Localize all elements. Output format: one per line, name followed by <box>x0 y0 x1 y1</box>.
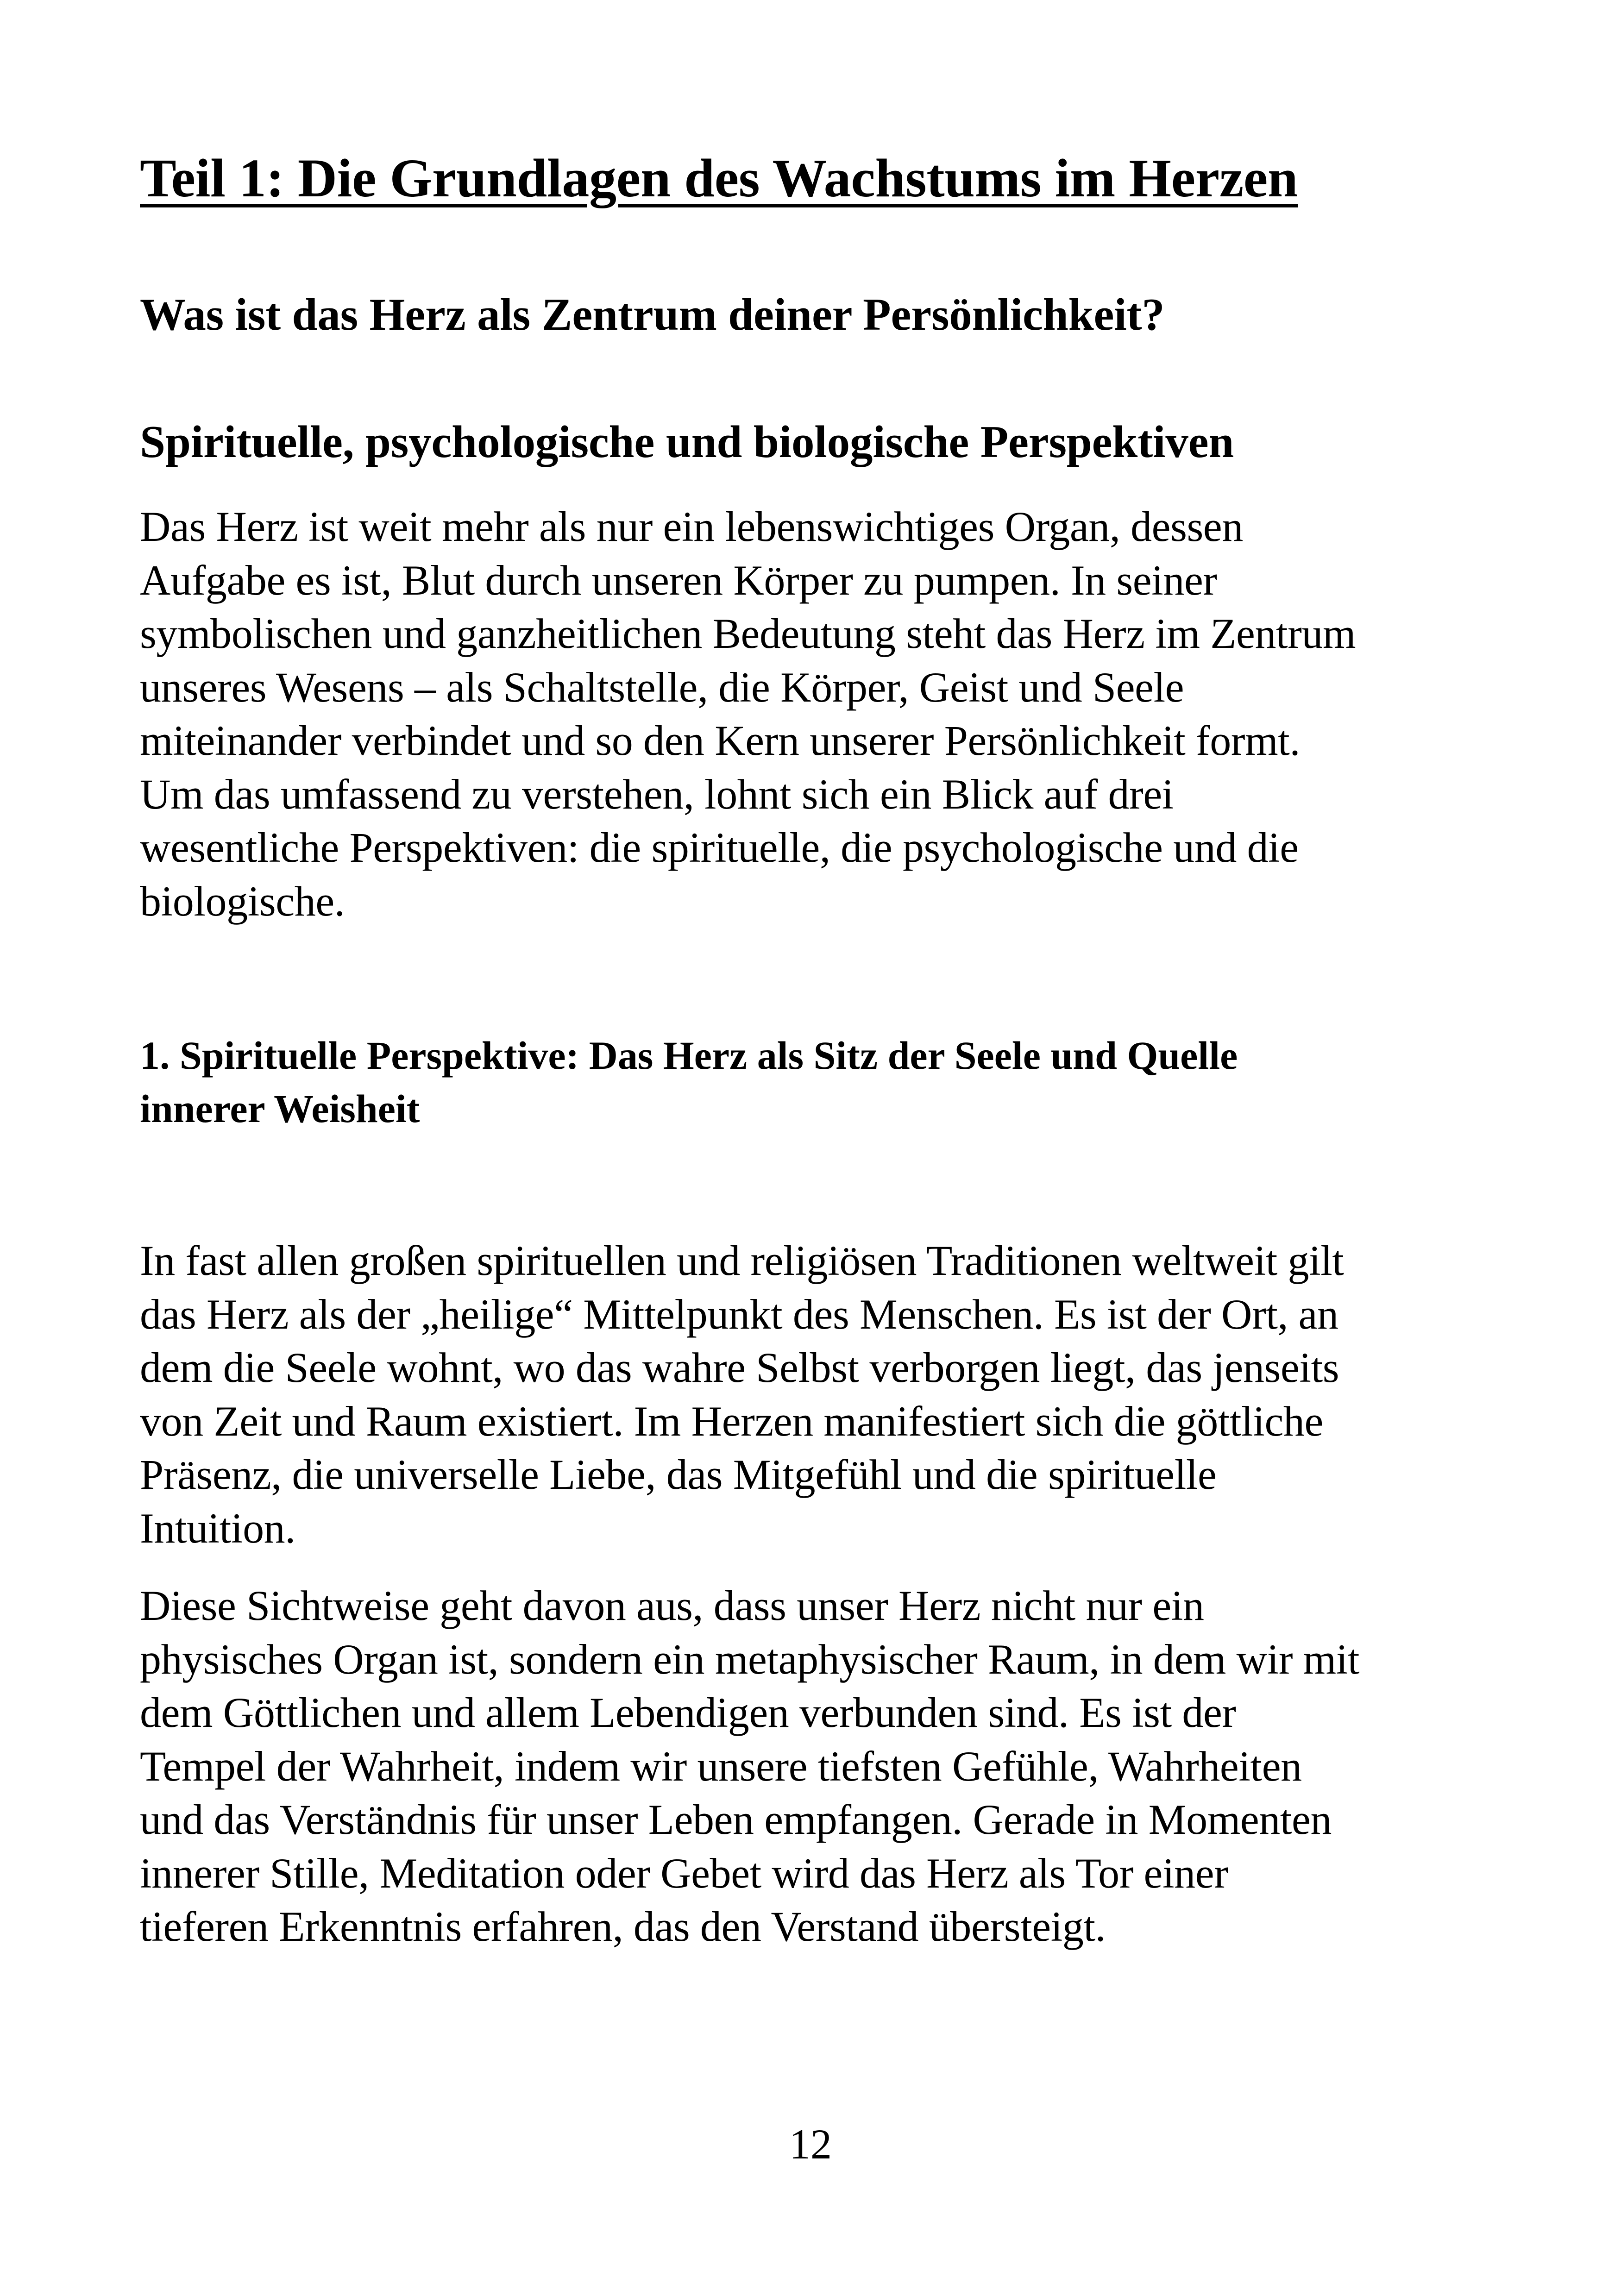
text-line: Tempel der Wahrheit, indem wir unsere tiefsten Gefühle, Wahrheiten <box>140 1742 1302 1790</box>
intro-paragraph <box>140 500 1356 928</box>
section-heading-line: innerer Weisheit <box>140 1086 420 1131</box>
text-line: wesentliche Perspektiven: die spirituelle, die psychologische und die <box>140 824 1299 871</box>
text-line: und das Verständnis für unser Leben empfangen. Gerade in Momenten <box>140 1796 1332 1843</box>
metaphysical-paragraph <box>140 1579 1359 1954</box>
text-line: dem Göttlichen und allem Lebendigen verbunden sind. Es ist der <box>140 1689 1236 1736</box>
text-line: physisches Organ ist, sondern ein metaphysischer Raum, in dem wir mit <box>140 1635 1360 1683</box>
text-line: miteinander verbindet und so den Kern unserer Persönlichkeit formt. <box>140 717 1301 764</box>
spiritual-paragraph <box>140 1234 1344 1555</box>
text-line: Diese Sichtweise geht davon aus, dass unser Herz nicht nur ein <box>140 1582 1204 1629</box>
text-line: dem die Seele wohnt, wo das wahre Selbst verborgen liegt, das jenseits <box>140 1344 1339 1391</box>
text-line: unseres Wesens – als Schaltstelle, die Körper, Geist und Seele <box>140 663 1184 711</box>
text-line: das Herz als der „heilige“ Mittelpunkt des Menschen. Es ist der Ort, an <box>140 1290 1338 1338</box>
chapter-title: Teil 1: Die Grundlagen des Wachstums im Herzen <box>140 148 1298 208</box>
text-line: Präsenz, die universelle Liebe, das Mitgefühl und die spirituelle <box>140 1451 1217 1498</box>
page-number: 12 <box>789 2120 832 2168</box>
text-line: symbolischen und ganzheitlichen Bedeutung steht das Herz im Zentrum <box>140 610 1356 657</box>
text-line: In fast allen großen spirituellen und religiösen Traditionen weltweit gilt <box>140 1237 1344 1284</box>
text-line: innerer Stille, Meditation oder Gebet wird das Herz als Tor einer <box>140 1849 1228 1897</box>
text-line: Aufgabe es ist, Blut durch unseren Körper zu pumpen. In seiner <box>140 556 1217 604</box>
section-heading-line: 1. Spirituelle Perspektive: Das Herz als Sitz der Seele und Quelle <box>140 1033 1238 1078</box>
text-line: tieferen Erkenntnis erfahren, das den Verstand übersteigt. <box>140 1903 1106 1950</box>
text-line: Das Herz ist weit mehr als nur ein lebenswichtiges Organ, dessen <box>140 503 1243 550</box>
question-heading: Was ist das Herz als Zentrum deiner Persönlichkeit? <box>140 289 1165 340</box>
perspectives-heading: Spirituelle, psychologische und biologische Perspektiven <box>140 417 1234 467</box>
text-line: Intuition. <box>140 1504 295 1552</box>
text-line: biologische. <box>140 877 345 925</box>
text-line: Um das umfassend zu verstehen, lohnt sich ein Blick auf drei <box>140 770 1174 818</box>
text-line: von Zeit und Raum existiert. Im Herzen manifestiert sich die göttliche <box>140 1397 1323 1445</box>
section-heading <box>140 1029 1238 1135</box>
